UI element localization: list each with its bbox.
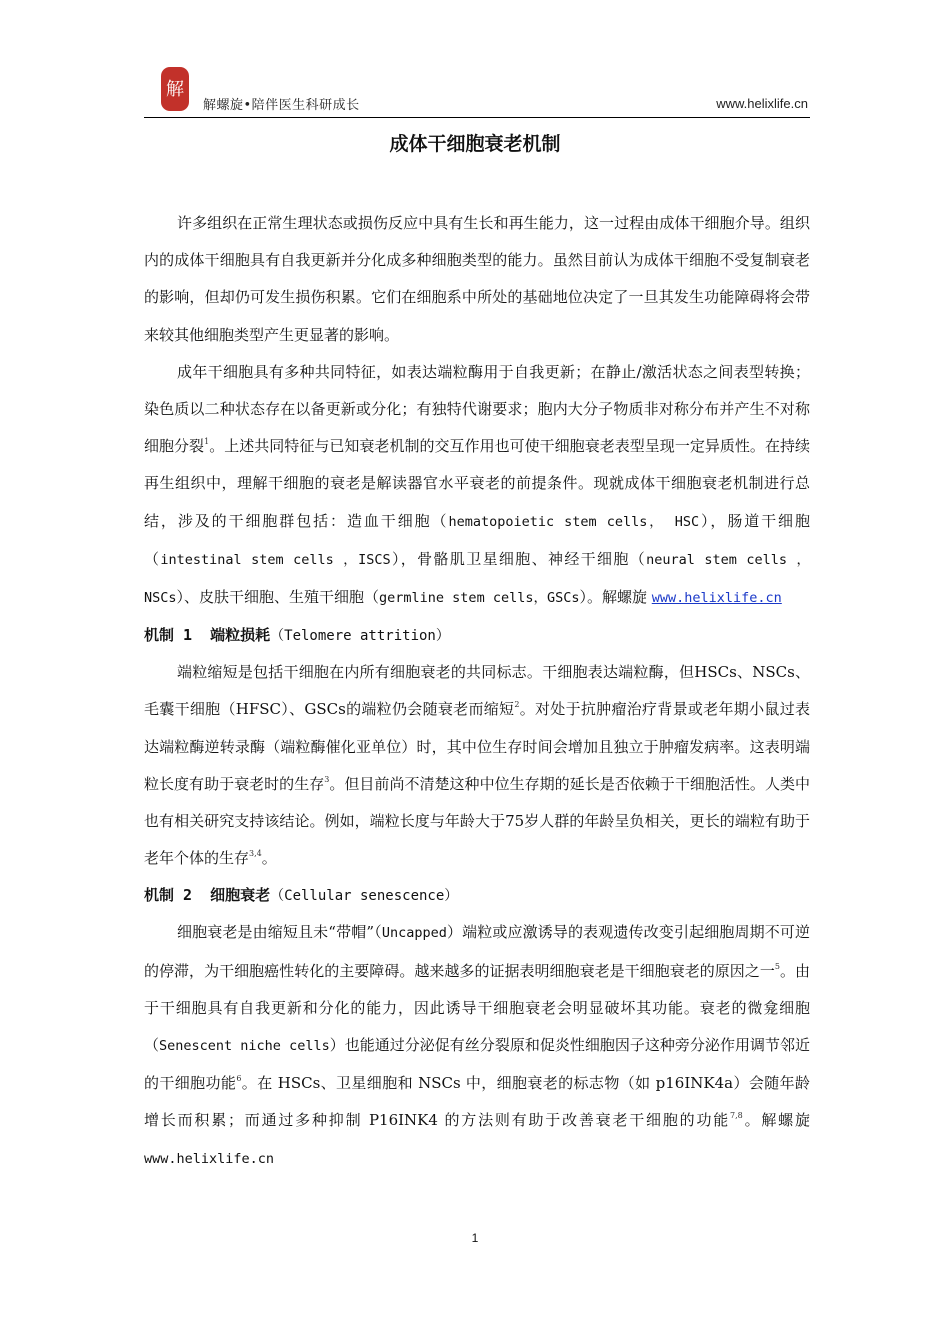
paragraph-telomere: 端粒缩短是包括干细胞在内所有细胞衰老的共同标志。干细胞表达端粒酶，但HSCs、NSCs、毛囊干细胞（HFSC）、GSCs的端粒仍会随衰老而缩短$^2$。对处于抗肿瘤治疗背景或老年期小鼠过表达端粒酶逆转录酶（端粒酶催化亚单位）时，其中位生存时间会增加且独立于肿瘤发病率。这表明端粒长度有助于衰老时的生存$^3$。但目前尚不清楚这种中位生存期的延长是否依赖于干细胞活性。人类中也有相关研究支持该结论。例如，端粒长度与年龄大于75岁人群的年龄呈负相关，更长的端粒有助于老年个体的生存$^{3,4}$。 [144, 663, 810, 868]
logo-char: 解 [166, 79, 184, 100]
citation: 2 [514, 700, 520, 710]
section-heading-senescence: 机制 2 细胞衰老（Cellular senescence） [144, 886, 459, 905]
helixlife-link[interactable]: www.helixlife.cn [651, 590, 782, 607]
document-body [144, 205, 810, 1178]
citation: 5 [774, 961, 780, 971]
header-divider [144, 117, 810, 118]
paragraph-senescence: 细胞衰老是由缩短且未“带帽”（Uncapped）端粒或应激诱导的表观遗传改变引起细胞周期不可逆的停滞，为干细胞癌性转化的主要障碍。越来越多的证据表明细胞衰老是干细胞衰老的原因之一$^5$。由于干细胞具有自我更新和分化的能力，因此诱导干细胞衰老会明显破坏其功能。衰老的微龛细胞（Senescent niche cells）也能通过分泌促有丝分裂原和促炎性细胞因子这种旁分泌作用调节邻近的干细胞功能$^6$。在 HSCs、卫星细胞和 NSCs 中，细胞衰老的标志物（如 p16INK4a）会随年龄增长而积累；而通过多种抑制 P16INK4 的方法则有助于改善衰老干细胞的功能$^{7,8}$。解螺旋 www.helixlife.cn [144, 923, 810, 1167]
page-header [144, 66, 810, 120]
citation: 1 [204, 437, 210, 447]
citation: 7,8 [730, 1111, 743, 1121]
citation: 3,4 [249, 849, 262, 859]
paragraph-features: 成年干细胞具有多种共同特征，如表达端粒酶用于自我更新；在静止/激活状态之间表型转换；染色质以二种状态存在以备更新或分化；有独特代谢要求；胞内大分子物质非对称分布并产生不对称细胞分裂$^1$。上述共同特征与已知衰老机制的交互作用也可使干细胞衰老表型呈现一定异质性。在持续再生组织中，理解干细胞的衰老是解读器官水平衰老的前提条件。现就成体干细胞衰老机制进行总结，涉及的干细胞群包括：造血干细胞（hematopoietic stem cells， HSC），肠道干细胞（intestinal stem cells ，ISCS），骨骼肌卫星细胞、神经干细胞（neural stem cells ，NSCs）、皮肤干细胞、生殖干细胞（germline stem cells，GSCs）。解螺旋 www.helixlife.cn [144, 362, 810, 607]
page-title: 成体干细胞衰老机制 [389, 133, 561, 155]
page-number: 1 [471, 1231, 479, 1245]
citation: 3 [324, 774, 330, 784]
section-heading-telomere: 机制 1 端粒损耗（Telomere attrition） [144, 626, 450, 645]
site-url[interactable]: www.helixlife.cn [716, 96, 808, 111]
paragraph-intro: 许多组织在正常生理状态或损伤反应中具有生长和再生能力，这一过程由成体干细胞介导。组织内的成体干细胞具有自我更新并分化成多种细胞类型的能力。虽然目前认为成体干细胞不受复制衰老的影响，但却仍可发生损伤积累。它们在细胞系中所处的基础地位决定了一旦其发生功能障碍将会带来较其他细胞类型产生更显著的影响。 [144, 214, 810, 344]
citation: 6 [236, 1074, 242, 1084]
helixlife-text: www.helixlife.cn [144, 1150, 275, 1167]
brand-slogan: 解螺旋•陪伴医生科研成长 [203, 98, 360, 113]
helix-seal-logo [160, 66, 190, 112]
